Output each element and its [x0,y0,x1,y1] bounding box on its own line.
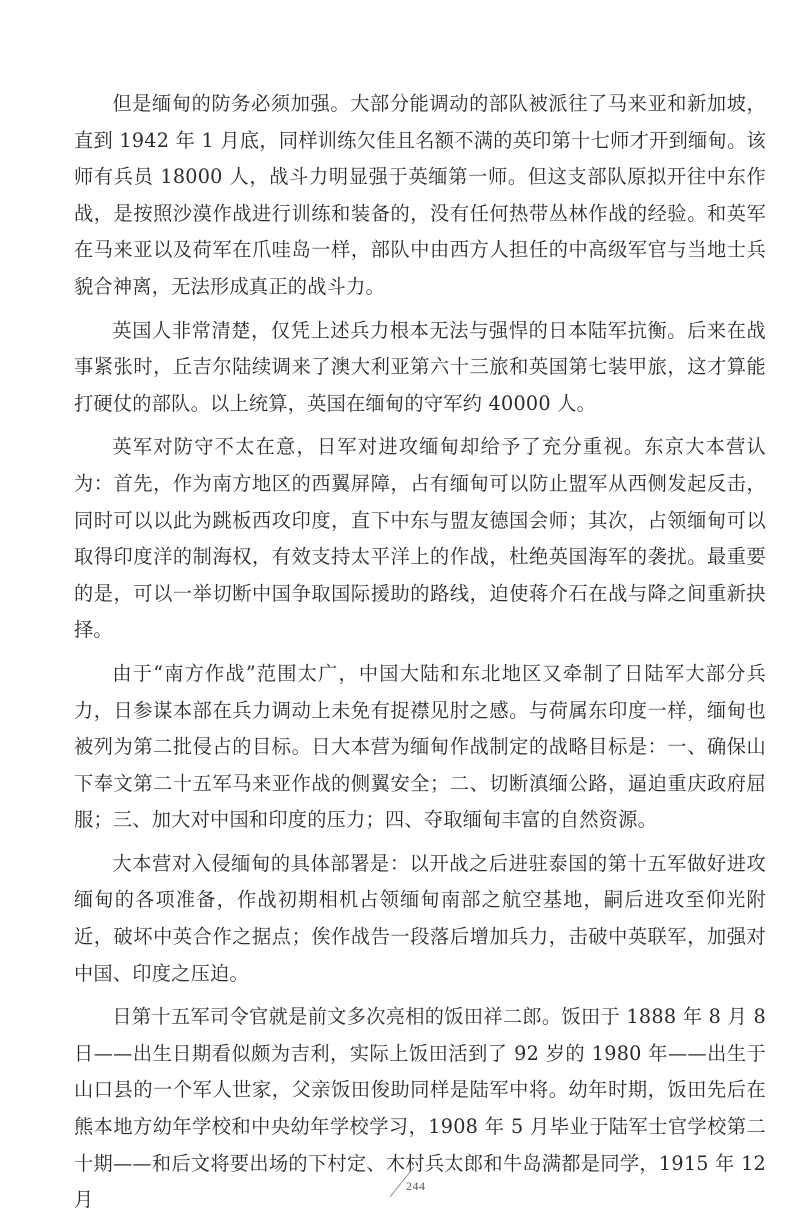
paragraph-5: 大本营对入侵缅甸的具体部署是：以开战之后进驻泰国的第十五军做好进攻缅甸的各项准备，作战初期相机占领缅甸南部之航空基地，嗣后进攻至仰光附近，破坏中英合作之据点；俟作战告一段落后增加兵力，击破中英联军，加强对中国、印度之压迫。 [74,851,766,985]
page-footer [384,1163,444,1199]
paragraph-1: 但是缅甸的防务必须加强。大部分能调动的部队被派往了马来亚和新加坡，直到 1942 年 1 月底，同样训练欠佳且名额不满的英印第十七师才开到缅甸。该师有兵员 18000 人，战斗力明显强于英缅第一师。但这支部队原拟开往中东作战，是按照沙漠作战进行训练和装备的，没有任何热带丛林作战的经验。和英军在马来亚以及荷军在爪哇岛一样，部队中由西方人担任的中高级军官与当地士兵貌合神离，无法形成真正的战斗力。 [74,92,766,298]
paragraph-2: 英国人非常清楚，仅凭上述兵力根本无法与强悍的日本陆军抗衡。后来在战事紧张时，丘吉尔陆续调来了澳大利亚第六十三旅和英国第七装甲旅，这才算能打硬仗的部队。以上统算，英国在缅甸的守军约 40000 人。 [74,318,766,415]
body-text [74,86,766,1226]
paragraph-4: 由于“南方作战”范围太广，中国大陆和东北地区又牵制了日陆军大部分兵力，日参谋本部在兵力调动上未免有捉襟见肘之感。与荷属东印度一样，缅甸也被列为第二批侵占的目标。日大本营为缅甸作战制定的战略目标是：一、确保山下奉文第二十五军马来亚作战的侧翼安全；二、切断滇缅公路，逼迫重庆政府屈服；三、加大对中国和印度的压力；四、夺取缅甸丰富的自然资源。 [74,661,766,832]
page-number: 244 [406,1179,426,1193]
paragraph-3: 英军对防守不太在意，日军对进攻缅甸却给予了充分重视。东京大本营认为：首先，作为南方地区的西翼屏障，占有缅甸可以防止盟军从西侧发起反击，同时可以以此为跳板西攻印度，直下中东与盟友德国会师；其次，占领缅甸可以取得印度洋的制海权，有效支持太平洋上的作战，杜绝英国海军的袭扰。最重要的是，可以一举切断中国争取国际援助的路线，迫使蒋介石在战与降之间重新抉择。 [74,435,766,642]
paragraph-6: 日第十五军司令官就是前文多次亮相的饭田祥二郎。饭田于 1888 年 8 月 8 日——出生日期看似颇为吉利，实际上饭田活到了 92 岁的 1980 年——出生于山口县的一个军人世家，父亲饭田俊助同样是陆军中将。幼年时期，饭田先后在熊本地方幼年学校和中央幼年学校学习，1908 年 5 月毕业于陆军士官学校第二十期——和后文将要出场的下村定、木村兵太郎和牛岛满都是同学，1915 年 12 月 [74,1005,766,1212]
